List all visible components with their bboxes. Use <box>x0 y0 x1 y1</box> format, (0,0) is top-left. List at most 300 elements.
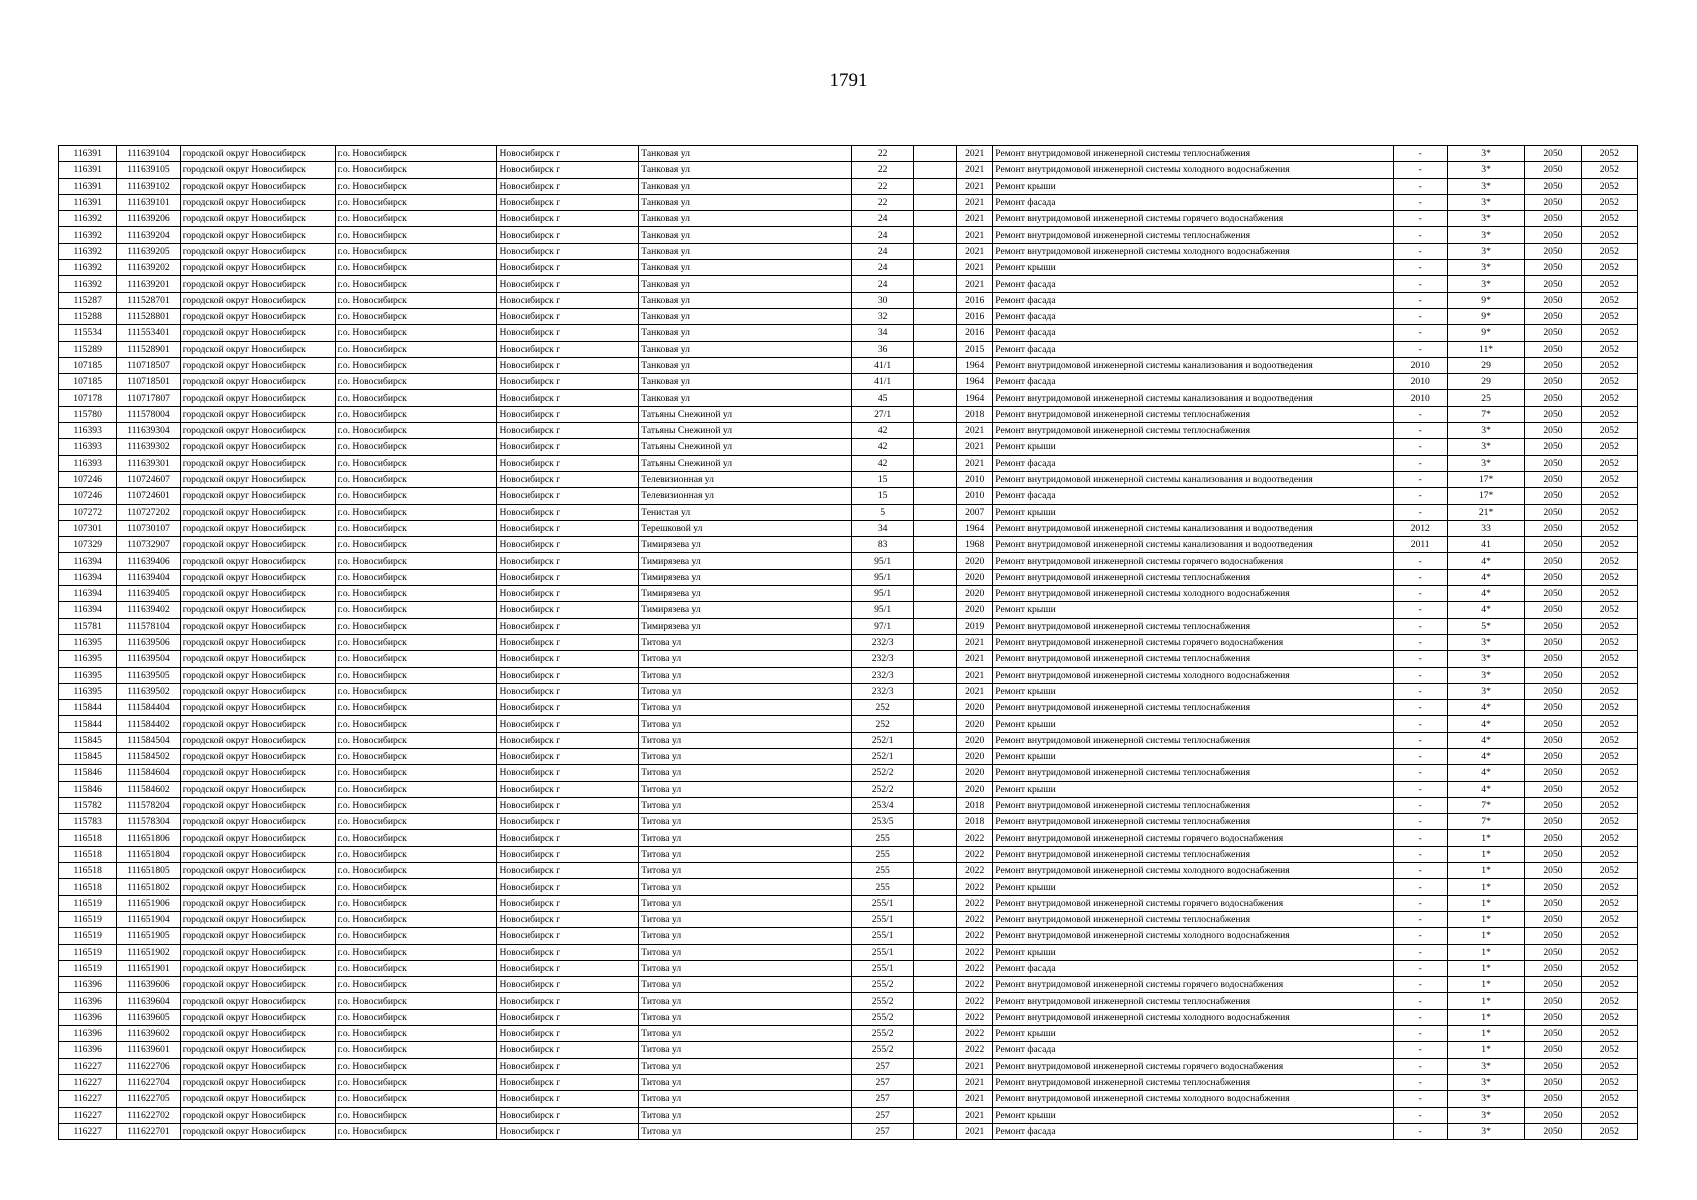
house-number-cell: 95/1 <box>852 586 913 602</box>
housing-letter-cell <box>913 406 956 422</box>
plan-end-cell: 2052 <box>1581 700 1637 716</box>
district-cell: городской округ Новосибирск <box>180 830 335 846</box>
district-cell: городской округ Новосибирск <box>180 651 335 667</box>
plan-start-cell: 2050 <box>1525 960 1581 976</box>
housing-letter-cell <box>913 651 956 667</box>
housing-letter-cell <box>913 781 956 797</box>
work-type-cell: Ремонт крыши <box>993 879 1393 895</box>
work-code-cell: 111584602 <box>117 781 180 797</box>
plan-start-cell: 2050 <box>1525 439 1581 455</box>
municipality-cell: г.о. Новосибирск <box>335 1042 497 1058</box>
housing-letter-cell <box>913 537 956 553</box>
settlement-cell: Новосибирск г <box>497 390 639 406</box>
work-type-cell: Ремонт внутридомовой инженерной системы теплоснабжения <box>993 911 1393 927</box>
plan-start-cell: 2050 <box>1525 146 1581 162</box>
service-life-cell: 3* <box>1447 634 1524 650</box>
settlement-cell: Новосибирск г <box>497 455 639 471</box>
table-row <box>59 765 1638 781</box>
service-life-cell: 1* <box>1447 993 1524 1009</box>
plan-end-cell: 2052 <box>1581 748 1637 764</box>
housing-letter-cell <box>913 602 956 618</box>
table-row <box>59 1009 1638 1025</box>
work-type-cell: Ремонт внутридомовой инженерной системы канализования и водоотведения <box>993 357 1393 373</box>
house-number-cell: 27/1 <box>852 406 913 422</box>
build-year-cell: 2022 <box>957 895 993 911</box>
work-type-cell: Ремонт внутридомовой инженерной системы теплоснабжения <box>993 651 1393 667</box>
table-row <box>59 960 1638 976</box>
municipality-cell: г.о. Новосибирск <box>335 292 497 308</box>
build-year-cell: 2015 <box>957 341 993 357</box>
table-row <box>59 716 1638 732</box>
table-row <box>59 797 1638 813</box>
house-id-cell: 115845 <box>59 748 117 764</box>
work-code-cell: 111651904 <box>117 911 180 927</box>
street-cell: Титова ул <box>639 1123 852 1139</box>
table-row <box>59 211 1638 227</box>
district-cell: городской округ Новосибирск <box>180 781 335 797</box>
house-number-cell: 257 <box>852 1074 913 1090</box>
street-cell: Титова ул <box>639 1042 852 1058</box>
last-repair-year-cell: 2012 <box>1393 520 1447 536</box>
work-type-cell: Ремонт крыши <box>993 944 1393 960</box>
house-id-cell: 115289 <box>59 341 117 357</box>
build-year-cell: 1964 <box>957 357 993 373</box>
plan-end-cell: 2052 <box>1581 455 1637 471</box>
housing-letter-cell <box>913 634 956 650</box>
work-code-cell: 111639402 <box>117 602 180 618</box>
service-life-cell: 41 <box>1447 537 1524 553</box>
table-body <box>59 146 1638 1140</box>
work-code-cell: 110718507 <box>117 357 180 373</box>
last-repair-year-cell: - <box>1393 211 1447 227</box>
municipality-cell: г.о. Новосибирск <box>335 618 497 634</box>
work-code-cell: 110732907 <box>117 537 180 553</box>
table-row <box>59 618 1638 634</box>
house-number-cell: 24 <box>852 243 913 259</box>
build-year-cell: 2021 <box>957 1091 993 1107</box>
house-id-cell: 116518 <box>59 846 117 862</box>
plan-end-cell: 2052 <box>1581 341 1637 357</box>
district-cell: городской округ Новосибирск <box>180 357 335 373</box>
work-code-cell: 111639604 <box>117 993 180 1009</box>
last-repair-year-cell: - <box>1393 586 1447 602</box>
table-row <box>59 781 1638 797</box>
plan-end-cell: 2052 <box>1581 1058 1637 1074</box>
last-repair-year-cell: - <box>1393 977 1447 993</box>
house-id-cell: 116391 <box>59 178 117 194</box>
municipality-cell: г.о. Новосибирск <box>335 325 497 341</box>
house-number-cell: 255/1 <box>852 911 913 927</box>
work-type-cell: Ремонт внутридомовой инженерной системы теплоснабжения <box>993 423 1393 439</box>
street-cell: Татьяны Снежиной ул <box>639 406 852 422</box>
housing-letter-cell <box>913 765 956 781</box>
table-row <box>59 683 1638 699</box>
settlement-cell: Новосибирск г <box>497 1123 639 1139</box>
plan-end-cell: 2052 <box>1581 276 1637 292</box>
settlement-cell: Новосибирск г <box>497 325 639 341</box>
work-type-cell: Ремонт крыши <box>993 683 1393 699</box>
last-repair-year-cell: - <box>1393 439 1447 455</box>
last-repair-year-cell: - <box>1393 846 1447 862</box>
housing-letter-cell <box>913 488 956 504</box>
settlement-cell: Новосибирск г <box>497 162 639 178</box>
plan-end-cell: 2052 <box>1581 537 1637 553</box>
work-code-cell: 111651905 <box>117 928 180 944</box>
plan-end-cell: 2052 <box>1581 977 1637 993</box>
last-repair-year-cell: - <box>1393 146 1447 162</box>
plan-end-cell: 2052 <box>1581 357 1637 373</box>
house-id-cell: 116395 <box>59 683 117 699</box>
service-life-cell: 3* <box>1447 1058 1524 1074</box>
settlement-cell: Новосибирск г <box>497 911 639 927</box>
street-cell: Танковая ул <box>639 178 852 194</box>
build-year-cell: 2022 <box>957 944 993 960</box>
plan-start-cell: 2050 <box>1525 357 1581 373</box>
street-cell: Титова ул <box>639 797 852 813</box>
plan-start-cell: 2050 <box>1525 471 1581 487</box>
plan-start-cell: 2050 <box>1525 243 1581 259</box>
district-cell: городской округ Новосибирск <box>180 863 335 879</box>
work-code-cell: 111528901 <box>117 341 180 357</box>
municipality-cell: г.о. Новосибирск <box>335 700 497 716</box>
house-id-cell: 116391 <box>59 146 117 162</box>
plan-end-cell: 2052 <box>1581 781 1637 797</box>
build-year-cell: 2021 <box>957 276 993 292</box>
municipality-cell: г.о. Новосибирск <box>335 504 497 520</box>
build-year-cell: 2021 <box>957 683 993 699</box>
municipality-cell: г.о. Новосибирск <box>335 1107 497 1123</box>
build-year-cell: 2021 <box>957 260 993 276</box>
street-cell: Титова ул <box>639 765 852 781</box>
district-cell: городской округ Новосибирск <box>180 732 335 748</box>
plan-start-cell: 2050 <box>1525 748 1581 764</box>
last-repair-year-cell: - <box>1393 797 1447 813</box>
service-life-cell: 3* <box>1447 1107 1524 1123</box>
municipality-cell: г.о. Новосибирск <box>335 162 497 178</box>
house-id-cell: 116519 <box>59 911 117 927</box>
service-life-cell: 4* <box>1447 700 1524 716</box>
plan-start-cell: 2050 <box>1525 683 1581 699</box>
settlement-cell: Новосибирск г <box>497 260 639 276</box>
house-number-cell: 252 <box>852 700 913 716</box>
build-year-cell: 2016 <box>957 308 993 324</box>
district-cell: городской округ Новосибирск <box>180 586 335 602</box>
house-number-cell: 97/1 <box>852 618 913 634</box>
work-code-cell: 111639602 <box>117 1026 180 1042</box>
work-code-cell: 111584604 <box>117 765 180 781</box>
settlement-cell: Новосибирск г <box>497 520 639 536</box>
work-type-cell: Ремонт фасада <box>993 960 1393 976</box>
house-number-cell: 252/2 <box>852 765 913 781</box>
house-number-cell: 42 <box>852 439 913 455</box>
work-code-cell: 110730107 <box>117 520 180 536</box>
last-repair-year-cell: - <box>1393 553 1447 569</box>
house-id-cell: 116227 <box>59 1123 117 1139</box>
work-code-cell: 111578004 <box>117 406 180 422</box>
house-id-cell: 116392 <box>59 276 117 292</box>
service-life-cell: 7* <box>1447 406 1524 422</box>
work-code-cell: 111622702 <box>117 1107 180 1123</box>
plan-start-cell: 2050 <box>1525 651 1581 667</box>
housing-letter-cell <box>913 1009 956 1025</box>
plan-end-cell: 2052 <box>1581 797 1637 813</box>
plan-start-cell: 2050 <box>1525 732 1581 748</box>
housing-letter-cell <box>913 276 956 292</box>
house-number-cell: 255/2 <box>852 1009 913 1025</box>
plan-start-cell: 2050 <box>1525 308 1581 324</box>
house-id-cell: 115783 <box>59 814 117 830</box>
municipality-cell: г.о. Новосибирск <box>335 471 497 487</box>
district-cell: городской округ Новосибирск <box>180 700 335 716</box>
settlement-cell: Новосибирск г <box>497 732 639 748</box>
table-row <box>59 1026 1638 1042</box>
last-repair-year-cell: - <box>1393 993 1447 1009</box>
build-year-cell: 2020 <box>957 700 993 716</box>
house-number-cell: 95/1 <box>852 602 913 618</box>
work-type-cell: Ремонт крыши <box>993 1107 1393 1123</box>
build-year-cell: 2022 <box>957 1009 993 1025</box>
last-repair-year-cell: - <box>1393 1107 1447 1123</box>
work-code-cell: 111584404 <box>117 700 180 716</box>
work-code-cell: 111622705 <box>117 1091 180 1107</box>
district-cell: городской округ Новосибирск <box>180 895 335 911</box>
municipality-cell: г.о. Новосибирск <box>335 488 497 504</box>
build-year-cell: 2021 <box>957 1074 993 1090</box>
street-cell: Тимирязева ул <box>639 586 852 602</box>
table-row <box>59 634 1638 650</box>
street-cell: Танковая ул <box>639 243 852 259</box>
house-number-cell: 252 <box>852 716 913 732</box>
service-life-cell: 29 <box>1447 374 1524 390</box>
work-code-cell: 111639204 <box>117 227 180 243</box>
district-cell: городской округ Новосибирск <box>180 146 335 162</box>
municipality-cell: г.о. Новосибирск <box>335 276 497 292</box>
service-life-cell: 3* <box>1447 162 1524 178</box>
house-number-cell: 232/3 <box>852 683 913 699</box>
plan-end-cell: 2052 <box>1581 374 1637 390</box>
district-cell: городской округ Новосибирск <box>180 406 335 422</box>
build-year-cell: 2018 <box>957 406 993 422</box>
plan-start-cell: 2050 <box>1525 292 1581 308</box>
last-repair-year-cell: - <box>1393 765 1447 781</box>
table-row <box>59 863 1638 879</box>
build-year-cell: 2010 <box>957 471 993 487</box>
table-row <box>59 504 1638 520</box>
plan-end-cell: 2052 <box>1581 1091 1637 1107</box>
settlement-cell: Новосибирск г <box>497 993 639 1009</box>
plan-end-cell: 2052 <box>1581 846 1637 862</box>
last-repair-year-cell: - <box>1393 700 1447 716</box>
municipality-cell: г.о. Новосибирск <box>335 1074 497 1090</box>
plan-start-cell: 2050 <box>1525 846 1581 862</box>
municipality-cell: г.о. Новосибирск <box>335 1123 497 1139</box>
house-id-cell: 116391 <box>59 194 117 210</box>
municipality-cell: г.о. Новосибирск <box>335 960 497 976</box>
work-code-cell: 111639201 <box>117 276 180 292</box>
work-type-cell: Ремонт крыши <box>993 504 1393 520</box>
district-cell: городской округ Новосибирск <box>180 1058 335 1074</box>
last-repair-year-cell: - <box>1393 423 1447 439</box>
last-repair-year-cell: - <box>1393 1009 1447 1025</box>
plan-start-cell: 2050 <box>1525 667 1581 683</box>
house-id-cell: 116518 <box>59 863 117 879</box>
house-number-cell: 257 <box>852 1091 913 1107</box>
work-code-cell: 111622704 <box>117 1074 180 1090</box>
last-repair-year-cell: - <box>1393 879 1447 895</box>
service-life-cell: 9* <box>1447 292 1524 308</box>
house-number-cell: 41/1 <box>852 374 913 390</box>
last-repair-year-cell: - <box>1393 1123 1447 1139</box>
work-type-cell: Ремонт внутридомовой инженерной системы теплоснабжения <box>993 618 1393 634</box>
house-number-cell: 255/1 <box>852 928 913 944</box>
housing-letter-cell <box>913 1042 956 1058</box>
settlement-cell: Новосибирск г <box>497 341 639 357</box>
plan-end-cell: 2052 <box>1581 1107 1637 1123</box>
street-cell: Титова ул <box>639 651 852 667</box>
last-repair-year-cell: - <box>1393 260 1447 276</box>
housing-letter-cell <box>913 1091 956 1107</box>
street-cell: Тенистая ул <box>639 504 852 520</box>
work-code-cell: 111639406 <box>117 553 180 569</box>
plan-end-cell: 2052 <box>1581 227 1637 243</box>
build-year-cell: 2021 <box>957 423 993 439</box>
service-life-cell: 3* <box>1447 651 1524 667</box>
district-cell: городской округ Новосибирск <box>180 488 335 504</box>
table-row <box>59 569 1638 585</box>
service-life-cell: 21* <box>1447 504 1524 520</box>
plan-start-cell: 2050 <box>1525 716 1581 732</box>
table-row <box>59 651 1638 667</box>
last-repair-year-cell: - <box>1393 944 1447 960</box>
street-cell: Титова ул <box>639 960 852 976</box>
work-type-cell: Ремонт внутридомовой инженерной системы теплоснабжения <box>993 797 1393 813</box>
housing-letter-cell <box>913 879 956 895</box>
plan-start-cell: 2050 <box>1525 634 1581 650</box>
last-repair-year-cell: - <box>1393 308 1447 324</box>
district-cell: городской округ Новосибирск <box>180 879 335 895</box>
municipality-cell: г.о. Новосибирск <box>335 993 497 1009</box>
last-repair-year-cell: - <box>1393 1074 1447 1090</box>
settlement-cell: Новосибирск г <box>497 748 639 764</box>
work-code-cell: 111651901 <box>117 960 180 976</box>
municipality-cell: г.о. Новосибирск <box>335 537 497 553</box>
house-id-cell: 115780 <box>59 406 117 422</box>
street-cell: Танковая ул <box>639 260 852 276</box>
municipality-cell: г.о. Новосибирск <box>335 928 497 944</box>
street-cell: Терешковой ул <box>639 520 852 536</box>
municipality-cell: г.о. Новосибирск <box>335 944 497 960</box>
last-repair-year-cell: - <box>1393 504 1447 520</box>
service-life-cell: 7* <box>1447 797 1524 813</box>
build-year-cell: 2022 <box>957 977 993 993</box>
plan-start-cell: 2050 <box>1525 194 1581 210</box>
housing-letter-cell <box>913 178 956 194</box>
house-id-cell: 116392 <box>59 243 117 259</box>
work-code-cell: 111639105 <box>117 162 180 178</box>
housing-letter-cell <box>913 341 956 357</box>
housing-letter-cell <box>913 700 956 716</box>
plan-start-cell: 2050 <box>1525 993 1581 1009</box>
table-row <box>59 911 1638 927</box>
municipality-cell: г.о. Новосибирск <box>335 211 497 227</box>
build-year-cell: 2022 <box>957 1026 993 1042</box>
last-repair-year-cell: - <box>1393 716 1447 732</box>
plan-start-cell: 2050 <box>1525 895 1581 911</box>
work-type-cell: Ремонт крыши <box>993 602 1393 618</box>
last-repair-year-cell: - <box>1393 292 1447 308</box>
house-id-cell: 116392 <box>59 211 117 227</box>
work-type-cell: Ремонт внутридомовой инженерной системы теплоснабжения <box>993 765 1393 781</box>
work-code-cell: 111578204 <box>117 797 180 813</box>
work-type-cell: Ремонт фасада <box>993 374 1393 390</box>
table-row <box>59 586 1638 602</box>
page-number: 1791 <box>829 70 868 91</box>
plan-end-cell: 2052 <box>1581 1042 1637 1058</box>
house-id-cell: 116396 <box>59 1026 117 1042</box>
settlement-cell: Новосибирск г <box>497 406 639 422</box>
plan-start-cell: 2050 <box>1525 977 1581 993</box>
plan-end-cell: 2052 <box>1581 732 1637 748</box>
municipality-cell: г.о. Новосибирск <box>335 308 497 324</box>
house-number-cell: 24 <box>852 211 913 227</box>
service-life-cell: 1* <box>1447 1009 1524 1025</box>
district-cell: городской округ Новосибирск <box>180 260 335 276</box>
house-number-cell: 24 <box>852 276 913 292</box>
service-life-cell: 17* <box>1447 471 1524 487</box>
table-row <box>59 814 1638 830</box>
settlement-cell: Новосибирск г <box>497 1091 639 1107</box>
build-year-cell: 2022 <box>957 1042 993 1058</box>
plan-start-cell: 2050 <box>1525 911 1581 927</box>
build-year-cell: 2020 <box>957 586 993 602</box>
settlement-cell: Новосибирск г <box>497 846 639 862</box>
repair-registry-table <box>58 145 1638 1140</box>
housing-letter-cell <box>913 146 956 162</box>
housing-letter-cell <box>913 504 956 520</box>
build-year-cell: 2021 <box>957 651 993 667</box>
district-cell: городской округ Новосибирск <box>180 504 335 520</box>
service-life-cell: 3* <box>1447 1074 1524 1090</box>
service-life-cell: 4* <box>1447 716 1524 732</box>
plan-end-cell: 2052 <box>1581 569 1637 585</box>
house-number-cell: 83 <box>852 537 913 553</box>
district-cell: городской округ Новосибирск <box>180 325 335 341</box>
district-cell: городской округ Новосибирск <box>180 928 335 944</box>
district-cell: городской округ Новосибирск <box>180 471 335 487</box>
work-code-cell: 110717807 <box>117 390 180 406</box>
settlement-cell: Новосибирск г <box>497 618 639 634</box>
last-repair-year-cell: - <box>1393 471 1447 487</box>
build-year-cell: 2022 <box>957 993 993 1009</box>
last-repair-year-cell: - <box>1393 162 1447 178</box>
house-id-cell: 116395 <box>59 634 117 650</box>
service-life-cell: 4* <box>1447 748 1524 764</box>
housing-letter-cell <box>913 732 956 748</box>
table-row <box>59 292 1638 308</box>
table-row <box>59 243 1638 259</box>
build-year-cell: 2022 <box>957 846 993 862</box>
plan-start-cell: 2050 <box>1525 227 1581 243</box>
street-cell: Татьяны Снежиной ул <box>639 423 852 439</box>
plan-end-cell: 2052 <box>1581 1009 1637 1025</box>
district-cell: городской округ Новосибирск <box>180 178 335 194</box>
service-life-cell: 1* <box>1447 895 1524 911</box>
house-id-cell: 116518 <box>59 879 117 895</box>
settlement-cell: Новосибирск г <box>497 439 639 455</box>
settlement-cell: Новосибирск г <box>497 944 639 960</box>
plan-end-cell: 2052 <box>1581 146 1637 162</box>
settlement-cell: Новосибирск г <box>497 276 639 292</box>
